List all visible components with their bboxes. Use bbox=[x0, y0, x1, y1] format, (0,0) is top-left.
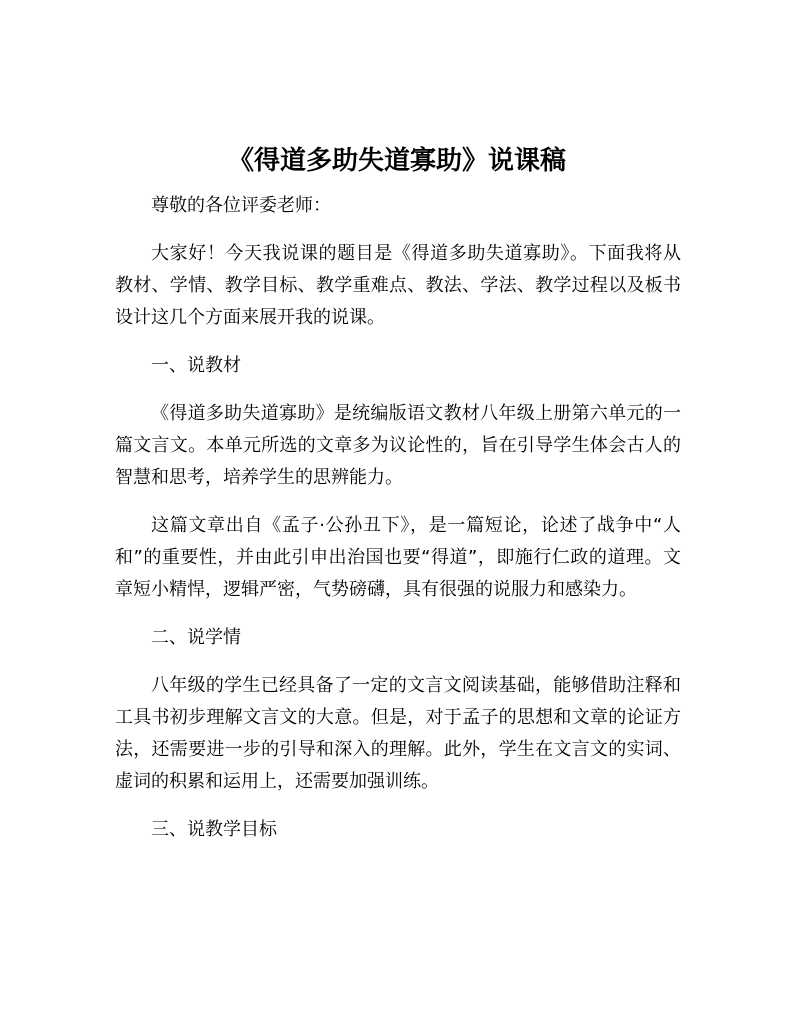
students-paragraph: 八年级的学生已经具备了一定的文言文阅读基础，能够借助注释和工具书初步理解文言文的大意。但是，对于孟子的思想和文章的论证方法，还需要进一步的引导和深入的理解。此外，学生在文言文的实词、虚词的积累和运用上，还需要加强训练。 bbox=[115, 675, 681, 792]
textbook-paragraph-1: 《得道多助失道寡助》是统编版语文教材八年级上册第六单元的一篇文言文。本单元所选的文章多为议论性的，旨在引导学生体会古人的智慧和思考，培养学生的思辨能力。 bbox=[115, 403, 681, 488]
document-title: 《得道多助失道寡助》说课稿 bbox=[227, 146, 566, 176]
document-body bbox=[115, 190, 681, 846]
section-heading-objectives: 三、说教学目标 bbox=[151, 819, 277, 840]
textbook-paragraph-2: 这篇文章出自《孟子·公孙丑下》，是一篇短论，论述了战争中“人和”的重要性，并由此引申出治国也要“得道”，即施行仁政的道理。文章短小精悍，逻辑严密，气势磅礴，具有很强的说服力和感染力。 bbox=[115, 515, 681, 600]
salutation: 尊敬的各位评委老师： bbox=[151, 195, 331, 216]
section-heading-students: 二、说学情 bbox=[151, 627, 241, 648]
intro-paragraph: 大家好！今天我说课的题目是《得道多助失道寡助》。下面我将从教材、学情、教学目标、教学重难点、教法、学法、教学过程以及板书设计这几个方面来展开我的说课。 bbox=[115, 243, 681, 328]
section-heading-textbook: 一、说教材 bbox=[151, 355, 241, 376]
